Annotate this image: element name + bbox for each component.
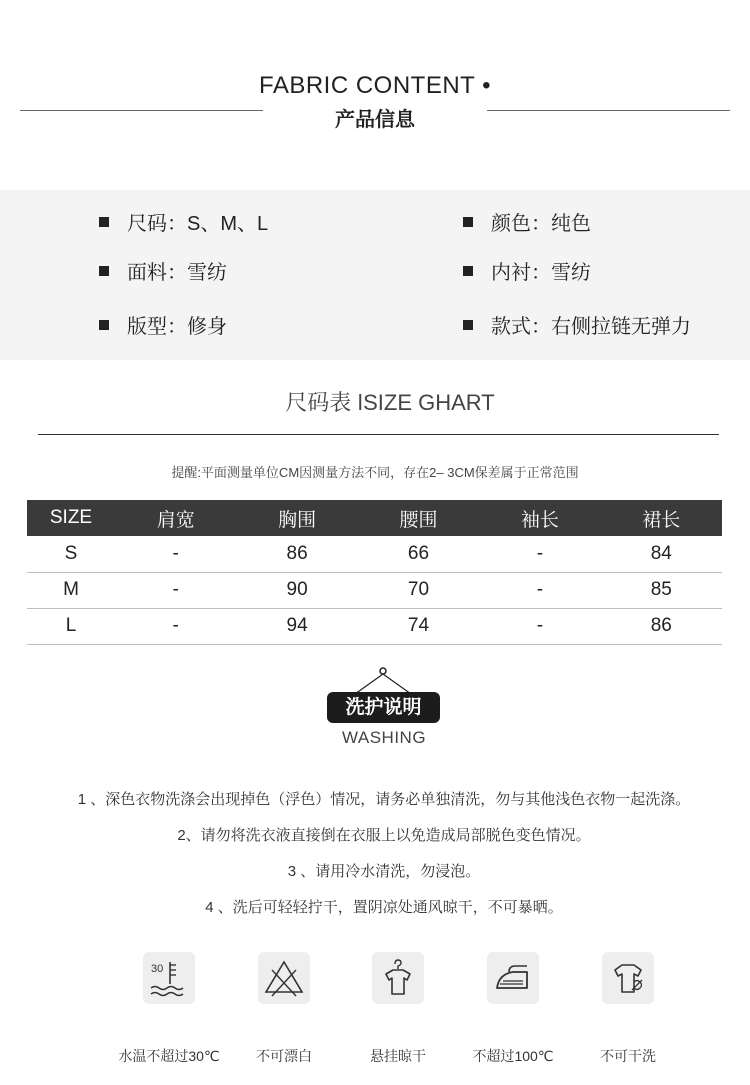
table-cell: - bbox=[479, 572, 600, 608]
table-cell: 66 bbox=[358, 536, 479, 572]
info-color bbox=[463, 207, 591, 236]
table-header-cell: 腰围 bbox=[358, 500, 479, 536]
table-cell: 70 bbox=[358, 572, 479, 608]
table-cell: L bbox=[27, 608, 115, 644]
fabric-content-title: FABRIC CONTENT • bbox=[259, 72, 491, 99]
table-cell: 85 bbox=[601, 572, 722, 608]
table-cell: - bbox=[115, 608, 236, 644]
hang-dry-icon bbox=[372, 952, 424, 1004]
info-style-text: 款式：右侧拉链无弹力 bbox=[491, 316, 691, 338]
bullet-square-icon bbox=[99, 320, 109, 330]
info-lining bbox=[463, 256, 591, 285]
water-temperature-icon bbox=[143, 952, 195, 1004]
water-temperature-label: 水温不超过30℃ bbox=[118, 1048, 220, 1064]
table-cell: M bbox=[27, 572, 115, 608]
washing-subtitle: WASHING bbox=[341, 728, 427, 747]
info-lining-text: 内衬：雪纺 bbox=[491, 262, 591, 284]
table-cell: S bbox=[27, 536, 115, 572]
bullet-square-icon bbox=[99, 266, 109, 276]
info-fit bbox=[99, 310, 227, 339]
bullet-square-icon bbox=[463, 320, 473, 330]
table-cell: 86 bbox=[236, 536, 357, 572]
table-cell: 84 bbox=[601, 536, 722, 572]
table-header-row bbox=[27, 500, 722, 536]
table-cell: - bbox=[115, 536, 236, 572]
size-table bbox=[27, 500, 722, 645]
washing-instruction-1: 1 、深色衣物洗涤会出现掉色（浮色）情况，请务必单独清洗，勿与其他浅色衣物一起洗涤。 bbox=[77, 791, 691, 808]
table-header-cell: 裙长 bbox=[601, 500, 722, 536]
size-chart-title-zh: 尺码表 bbox=[285, 390, 352, 415]
table-cell: 90 bbox=[236, 572, 357, 608]
size-chart-title-en: ǀSIZE GHART bbox=[357, 390, 495, 415]
table-cell: 86 bbox=[601, 608, 722, 644]
temperature-badge-text: 30 bbox=[151, 963, 164, 975]
info-fabric-text: 面料：雪纺 bbox=[127, 262, 227, 284]
washing-instruction-2: 2、请勿将洗衣液直接倒在衣服上以免造成局部脱色变色情况。 bbox=[177, 827, 591, 844]
measurement-note: 提醒:平面测量单位CM因测量方法不同，存在2– 3CM保差属于正常范围 bbox=[171, 465, 579, 480]
hang-dry-label: 悬挂晾干 bbox=[370, 1048, 426, 1064]
size-chart-title bbox=[0, 386, 750, 417]
info-fabric bbox=[99, 256, 227, 285]
table-cell: - bbox=[115, 572, 236, 608]
table-cell: 74 bbox=[358, 608, 479, 644]
table-cell: - bbox=[479, 536, 600, 572]
info-size bbox=[99, 207, 268, 236]
table-header-cell: 肩宽 bbox=[115, 500, 236, 536]
table-cell: 94 bbox=[236, 608, 357, 644]
bullet-square-icon bbox=[463, 266, 473, 276]
table-header-cell: 袖长 bbox=[479, 500, 600, 536]
info-size-text: 尺码：S、M、L bbox=[127, 213, 269, 235]
washing-instruction-3: 3 、请用冷水清洗，勿浸泡。 bbox=[287, 863, 481, 880]
table-header-cell: 胸围 bbox=[236, 500, 357, 536]
iron-icon bbox=[487, 952, 539, 1004]
table-row bbox=[27, 572, 722, 608]
no-dry-clean-label: 不可干洗 bbox=[600, 1048, 656, 1064]
table-row bbox=[27, 608, 722, 644]
iron-label: 不超过100℃ bbox=[472, 1048, 554, 1064]
no-dry-clean-icon bbox=[602, 952, 654, 1004]
table-row bbox=[27, 536, 722, 572]
info-style bbox=[463, 310, 691, 339]
size-chart-divider bbox=[38, 434, 719, 435]
washing-instruction-4: 4 、洗后可轻轻拧干，置阴凉处通风晾干，不可暴晒。 bbox=[205, 899, 563, 916]
washing-badge: 洗护说明 bbox=[327, 692, 440, 723]
no-bleach-label: 不可漂白 bbox=[256, 1048, 312, 1064]
info-color-text: 颜色：纯色 bbox=[491, 213, 591, 235]
bullet-square-icon bbox=[463, 217, 473, 227]
bullet-square-icon bbox=[99, 217, 109, 227]
no-bleach-icon bbox=[258, 952, 310, 1004]
product-info-subtitle: 产品信息 bbox=[335, 109, 415, 131]
info-fit-text: 版型：修身 bbox=[127, 316, 227, 338]
table-header-cell: SIZE bbox=[27, 500, 115, 536]
table-cell: - bbox=[479, 608, 600, 644]
